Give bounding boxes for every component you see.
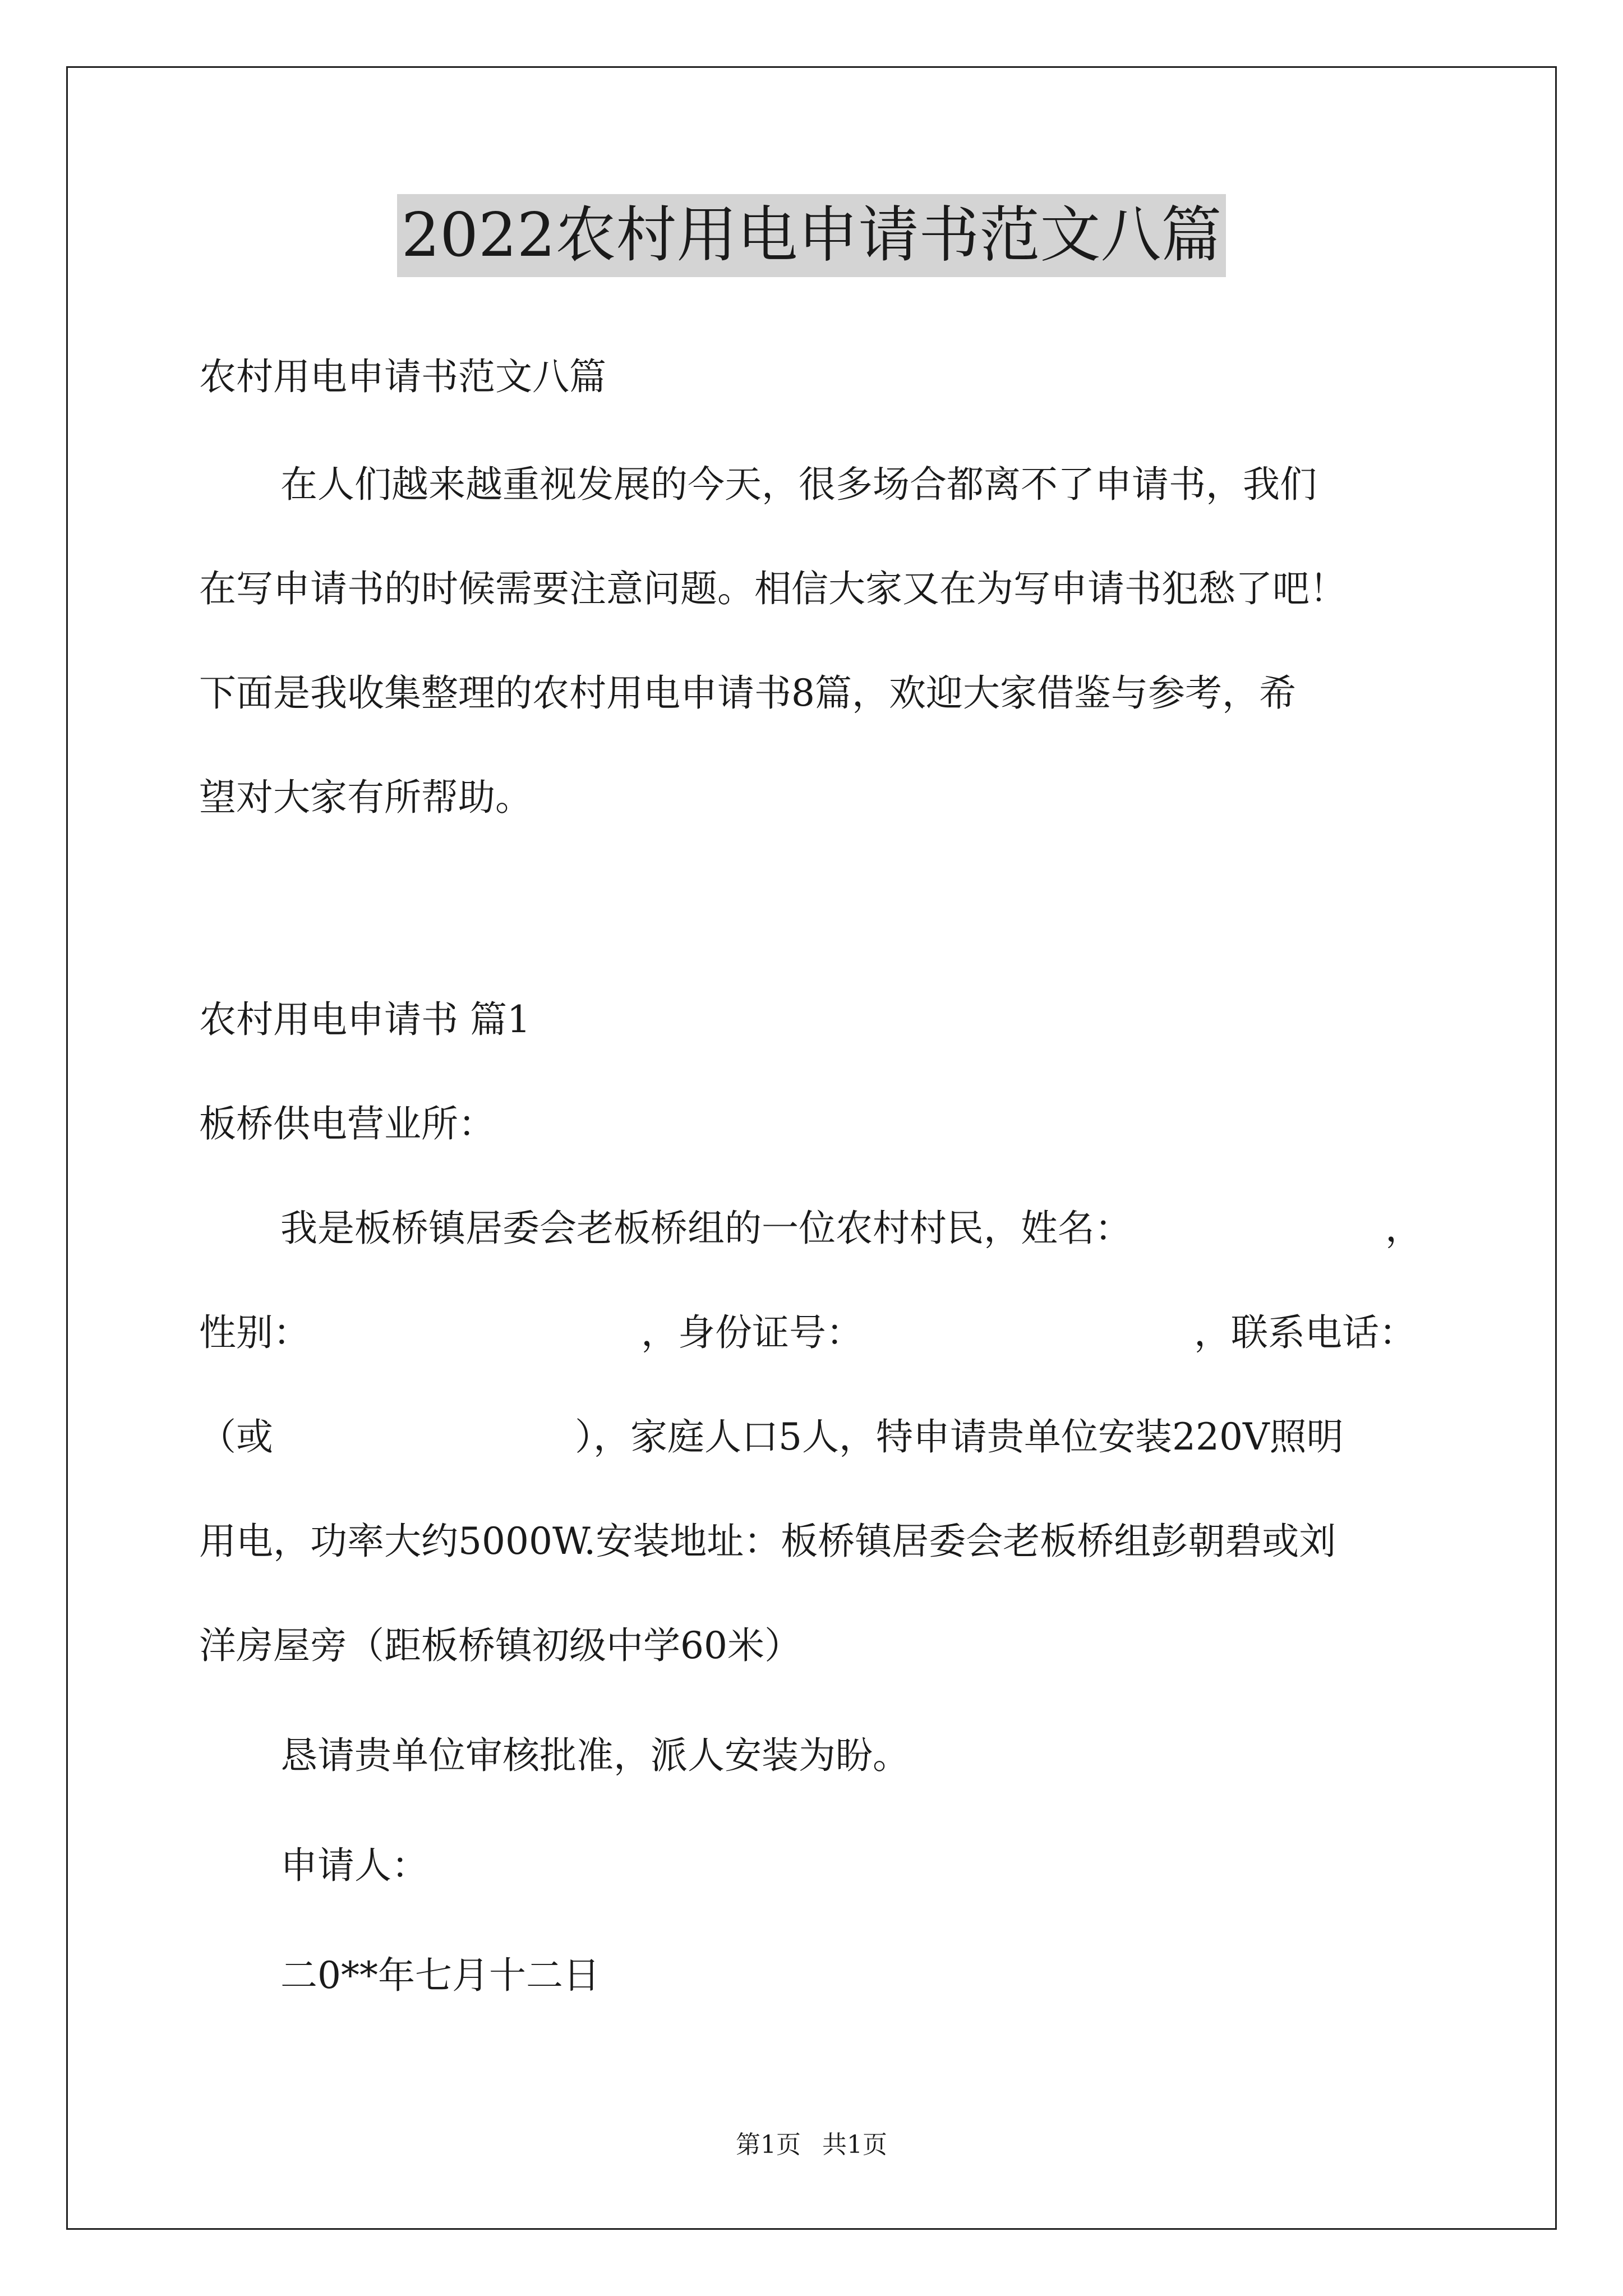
document-subtitle: 农村用电申请书范文八篇 xyxy=(199,355,606,398)
intro-line-1: 在人们越来越重视发展的今天，很多场合都离不了申请书，我们 xyxy=(280,463,1317,506)
applicant-label: 申请人： xyxy=(280,1844,428,1887)
title-container xyxy=(0,194,1623,277)
body-line-2 xyxy=(199,1310,1416,1355)
date-line: 二0**年七月十二日 xyxy=(280,1954,600,1997)
id-number-label: ，身份证号： xyxy=(641,1311,863,1354)
closing-line: 恳请贵单位审核批准，派人安装为盼。 xyxy=(280,1734,910,1777)
intro-line-2: 在写申请书的时候需要注意问题。相信大家又在为写申请书犯愁了吧！ xyxy=(199,567,1347,610)
body-line-1-end: ， xyxy=(1385,1207,1422,1250)
body-line-5: 洋房屋旁（距板桥镇初级中学60米） xyxy=(199,1624,801,1667)
body-line-3-start: （或 xyxy=(199,1415,273,1458)
phone-label: ，联系电话： xyxy=(1194,1311,1416,1354)
section-heading: 农村用电申请书 篇1 xyxy=(199,998,531,1041)
body-line-4: 用电，功率大约5000W.安装地址：板桥镇居委会老板桥组彭朝碧或刘 xyxy=(199,1520,1336,1563)
intro-line-4: 望对大家有所帮助。 xyxy=(199,776,532,819)
intro-line-3: 下面是我收集整理的农村用电申请书8篇，欢迎大家借鉴与参考，希 xyxy=(199,671,1296,715)
gender-label: 性别： xyxy=(199,1311,310,1354)
page-number: 第1页 xyxy=(736,2131,801,2159)
salutation: 板桥供电营业所： xyxy=(199,1102,495,1145)
page-total: 共1页 xyxy=(822,2131,887,2159)
page-footer xyxy=(0,2128,1623,2162)
document-title: 2022农村用电申请书范文八篇 xyxy=(397,194,1227,277)
body-line-1: 我是板桥镇居委会老板桥组的一位农村村民，姓名： xyxy=(280,1207,1132,1250)
body-line-3-end: ），家庭人口5人，特申请贵单位安装220V照明 xyxy=(575,1415,1344,1458)
